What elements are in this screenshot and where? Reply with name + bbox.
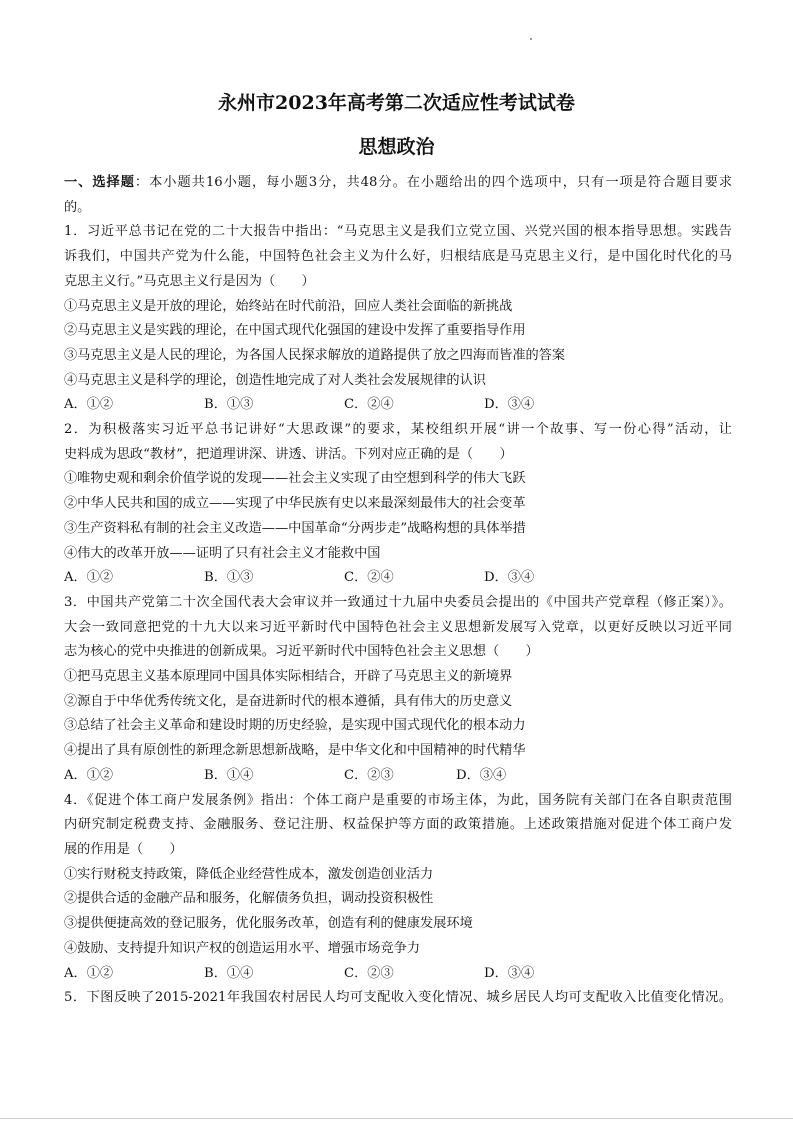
option-d[interactable]: D．③④: [456, 767, 507, 783]
question-item: ③马克思主义是人民的理论，为各国人民探求解放的道路提供了放之四海而皆准的答案: [64, 347, 566, 363]
exam-content: [64, 171, 732, 1011]
question-item: ②中华人民共和国的成立——实现了中华民族有史以来最深刻最伟大的社会变革: [64, 496, 526, 512]
question-stem-line: 克思主义行。”马克思主义行是因为（ ）: [64, 273, 315, 289]
option-b[interactable]: B．①③: [204, 570, 254, 586]
question-stem-line: 史料成为思政“教材”，把道理讲深、讲透、讲活。下列对应正确的是（ ）: [64, 446, 513, 462]
question-item: ①唯物史观和剩余价值学说的发现——社会主义实现了由空想到科学的伟大飞跃: [64, 471, 526, 487]
section-instruction-end: 的。: [64, 199, 91, 215]
question-item: ②源自于中华优秀传统文化，是奋进新时代的根本遵循，具有伟大的历史意义: [64, 693, 513, 709]
option-a[interactable]: A．①②: [64, 570, 114, 586]
question-stem-line: 2．为积极落实习近平总书记讲好“大思政课”的要求，某校组织开展“讲一个故事、写一份心得”活动，让: [64, 422, 732, 438]
option-b[interactable]: B．①④: [204, 965, 254, 981]
question-item: ④提出了具有原创性的新理念新思想新战略，是中华文化和中国精神的时代精华: [64, 743, 526, 759]
option-c[interactable]: C．②④: [344, 397, 394, 413]
question-item: ③生产资料私有制的社会主义改造——中国革命“分两步走”战略构想的具体举措: [64, 520, 526, 536]
option-a[interactable]: A．①②: [64, 767, 114, 783]
question-item: ③提供便捷高效的登记服务，优化服务改革，创造有利的健康发展环境: [64, 916, 473, 932]
exam-title: 永州市2023年高考第二次适应性考试试卷: [218, 92, 575, 114]
option-d[interactable]: D．③④: [484, 397, 535, 413]
question-item: ②马克思主义是实践的理论，在中国式现代化强国的建设中发挥了重要指导作用: [64, 323, 526, 339]
option-b[interactable]: B．①③: [204, 397, 254, 413]
question-item: ③总结了社会主义革命和建设时期的历史经验，是实现中国式现代化的根本动力: [64, 718, 526, 734]
question-item: ④马克思主义是科学的理论，创造性地完成了对人类社会发展规律的认识: [64, 372, 486, 388]
page-mark: [530, 38, 532, 40]
subject-title: 思想政治: [358, 136, 435, 158]
answer-options: [64, 393, 732, 418]
question-item: ①实行财税支持政策，降低企业经营性成本，激发创造创业活力: [64, 866, 434, 882]
option-d[interactable]: D．③④: [484, 965, 535, 981]
option-d[interactable]: D．③④: [484, 570, 535, 586]
option-c[interactable]: C．②④: [344, 570, 394, 586]
option-c[interactable]: C．②③: [344, 965, 394, 981]
question-item: ①把马克思主义基本原理同中国具体实际相结合，开辟了马克思主义的新境界: [64, 669, 513, 685]
option-b[interactable]: B．①④: [204, 767, 254, 783]
option-a[interactable]: A．①②: [64, 397, 114, 413]
answer-options: [64, 962, 732, 987]
question-stem-line: 大会一致同意把党的十九大以来习近平新时代中国特色社会主义思想新发展写入党章，以更好反映以习近平同: [64, 619, 732, 635]
question-stem-line: 3．中国共产党第二十次全国代表大会审议并一致通过十九届中央委员会提出的《中国共产党章程（修正案）》。: [64, 594, 732, 610]
answer-options: [64, 566, 732, 591]
section-label: 一、选择题: [64, 175, 135, 190]
question-stem-line: 诉我们，中国共产党为什么能，中国特色社会主义为什么好，归根结底是马克思主义行，是中国化时代化的马: [64, 249, 732, 265]
option-a[interactable]: A．①②: [64, 965, 114, 981]
question-item: ②提供合适的金融产品和服务，化解债务负担，调动投资积极性: [64, 891, 434, 907]
answer-options: [64, 764, 732, 789]
question-stem-line: 内研究制定税费支持、金融服务、登记注册、权益保护等方面的政策措施。上述政策措施对促进个体工商户发: [64, 817, 732, 833]
page-bottom-divider: [0, 1118, 793, 1119]
question-stem-line: 志为核心的党中央推进的创新成果。习近平新时代中国特色社会主义思想（ ）: [64, 644, 539, 660]
section-instruction: [64, 171, 732, 196]
question-stem-line: 1．习近平总书记在党的二十大报告中指出：“马克思主义是我们立党立国、兴党兴国的根本指导思想。实践告: [64, 224, 732, 240]
section-instruction-text: ：本小题共16小题，每小题3分，共48分。在小题给出的四个选项中，只有一项是符合题目要求: [134, 175, 733, 190]
question-stem-line: 5．下图反映了2015-2021年我国农村居民人均可支配收入变化情况、城乡居民人均可支配收入比值变化情况。: [64, 990, 732, 1006]
question-item: ①马克思主义是开放的理论，始终站在时代前沿，回应人类社会面临的新挑战: [64, 298, 513, 314]
question-stem-line: 4．《促进个体工商户发展条例》指出：个体工商户是重要的市场主体，为此，国务院有关部门在各自职责范围: [64, 792, 732, 808]
question-stem-line: 展的作用是（ ）: [64, 841, 183, 857]
question-item: ④伟大的改革开放——证明了只有社会主义才能救中国: [64, 545, 381, 561]
question-item: ④鼓励、支持提升知识产权的创造运用水平、增强市场竞争力: [64, 940, 421, 956]
option-c[interactable]: C．②③: [344, 767, 394, 783]
